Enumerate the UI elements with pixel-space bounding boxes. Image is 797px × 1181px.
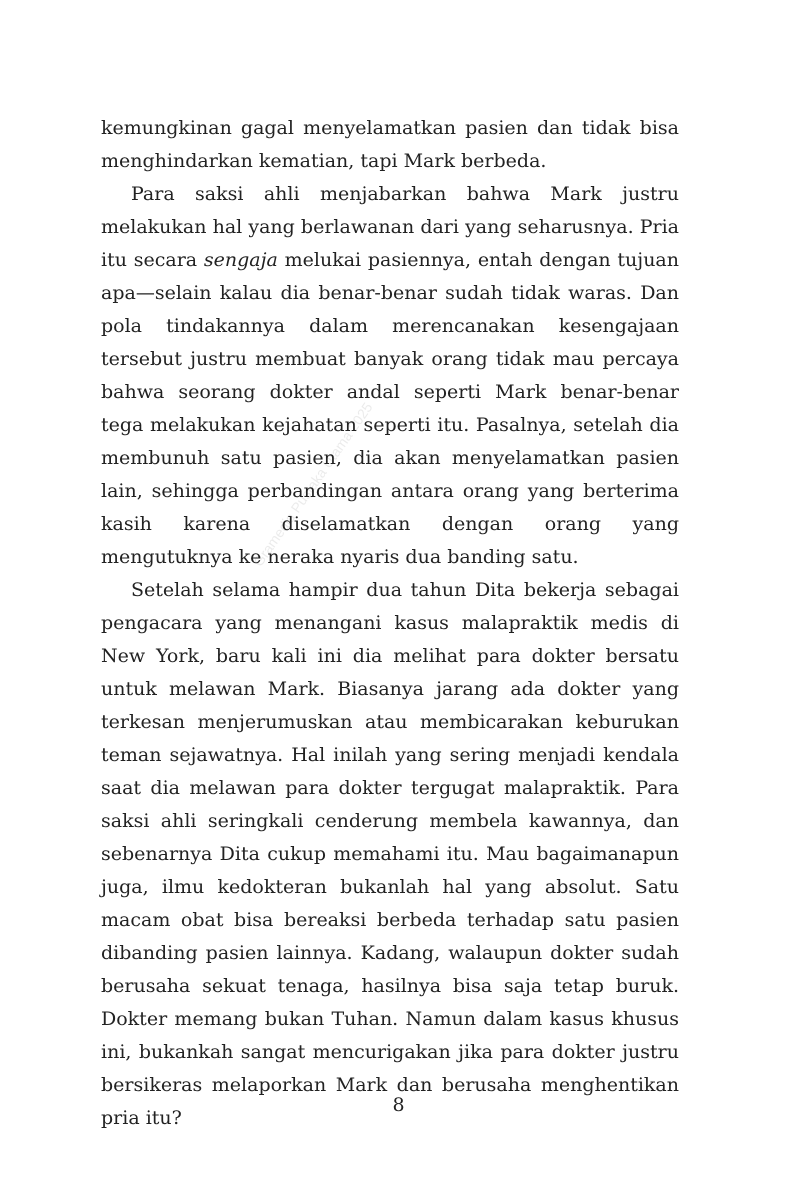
paragraph-2	[101, 178, 679, 574]
paragraph-2-emphasis: sengaja	[203, 249, 278, 271]
paragraph-2-before: Para saksi ahli menjabarkan bahwa Mark justru melakukan hal yang berlawanan dari yang seharusnya. Pria itu secara	[101, 183, 679, 271]
watermark-text: Gramedia Pustaka Utama 2025	[250, 399, 376, 570]
paragraph-3: Setelah selama hampir dua tahun Dita bekerja sebagai pengacara yang menangani kasus malapraktik medis di New York, baru kali ini dia melihat para dokter bersatu untuk melawan Mark. Biasanya jarang ada dokter yang terkesan menjerumuskan atau membicarakan keburukan teman sejawatnya. Hal inilah yang sering menjadi kendala saat dia melawan para dokter tergugat malapraktik. Para saksi ahli seringkali cenderung membela kawannya, dan sebenarnya Dita cukup memahami itu. Mau bagaimanapun juga, ilmu kedokteran bukanlah hal yang absolut. Satu macam obat bisa bereaksi berbeda terhadap satu pasien dibanding pasien lainnya. Kadang, walaupun dokter sudah berusaha sekuat tenaga, hasilnya bisa saja tetap buruk. Dokter memang bukan Tuhan. Namun dalam kasus khusus ini, bukankah sangat mencurigakan jika para dokter justru bersikeras melaporkan Mark dan berusaha menghentikan pria itu?	[101, 579, 679, 1129]
body-text	[101, 112, 679, 1135]
page-number: 8	[392, 1094, 405, 1116]
paragraph-2-after: melukai pasiennya, entah dengan tujuan apa—selain kalau dia benar-benar sudah tidak waras. Dan pola tindakannya dalam merencanakan kesengajaan tersebut justru membuat banyak orang tidak mau percaya bahwa seorang dokter andal seperti Mark benar-benar tega melakukan kejahatan seperti itu. Pasalnya, setelah dia membunuh satu pasien, dia akan menyelamatkan pasien lain, sehingga perbandingan antara orang yang berterima kasih karena diselamatkan dengan orang yang mengutuknya ke neraka nyaris dua banding satu.	[101, 249, 679, 568]
paragraph-1: kemungkinan gagal menyelamatkan pasien dan tidak bisa menghindarkan kematian, tapi Mark berbeda.	[101, 117, 679, 172]
